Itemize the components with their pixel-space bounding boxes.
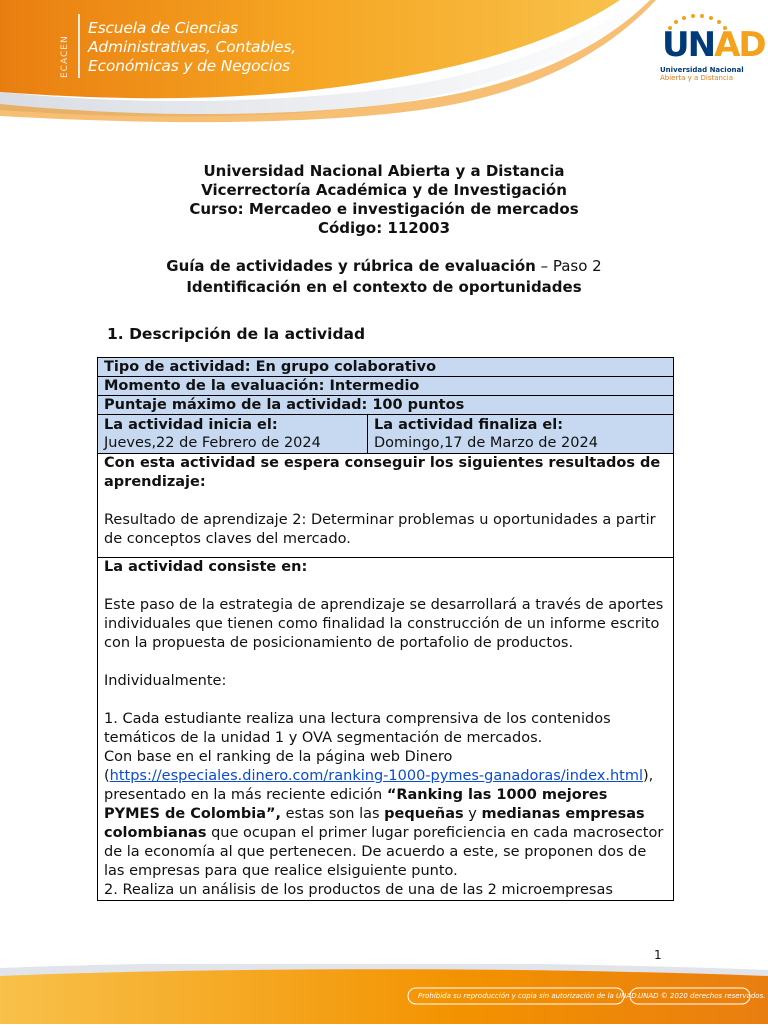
dinero-ranking-link[interactable]: https://especiales.dinero.com/ranking-1000-pymes-ganadoras/index.html	[109, 768, 643, 784]
header-divider	[78, 14, 80, 78]
logo-wordmark: UNAD	[662, 25, 765, 65]
step1-source: Con base en el ranking de la página web Dinero (https://especiales.dinero.com/ranking-1000-pymes-ganadoras/index.html), presentado en la más reciente edición “Ranking las 1000 mejores PYMES de Colombia”, estas son las pequeñas y medianas empresas colombianas que ocupan el primer lugar poreficiencia en cada macrosector de la economía al que pertenecen. De acuerdo a este, se proponen dos de las empresas para que realice elsiguiente punto.	[104, 749, 664, 879]
row-momento: Momento de la evaluación: Intermedio	[98, 377, 673, 396]
row-puntaje: Puntaje máximo de la actividad: 100 puntos	[98, 396, 673, 415]
individual-label: Individualmente:	[104, 673, 227, 689]
start-date-cell: La actividad inicia el: Jueves,22 de Febrero de 2024	[98, 415, 368, 453]
step1-text: 1. Cada estudiante realiza una lectura comprensiva de los contenidos temáticos de la unidad 1 y OVA segmentación de mercados.	[104, 711, 611, 746]
header-banner	[0, 0, 768, 130]
unad-logo	[660, 14, 765, 84]
consiste-paragraph: Este paso de la estrategia de aprendizaje se desarrollará a través de aportes individuales que tienen como finalidad la construcción de un informe escrito con la propuesta de posicionamiento de portafolio de productos.	[104, 597, 664, 651]
school-name-line3: Económicas y de Negocios	[88, 57, 290, 75]
row-consiste	[98, 558, 673, 901]
end-date-cell: La actividad finaliza el: Domingo,17 de Marzo de 2024	[374, 417, 598, 451]
logo-subtitle: Universidad Nacional Abierta y a Distancia	[660, 66, 744, 82]
step2-text: 2. Realiza un análisis de los productos de una de las 2 microempresas	[104, 882, 613, 898]
row-dates	[98, 415, 673, 454]
school-name-line1: Escuela de Ciencias	[88, 19, 238, 37]
page-number: 1	[654, 948, 662, 962]
row-tipo: Tipo de actividad: En grupo colaborativo	[98, 358, 673, 377]
consiste-heading: La actividad consiste en:	[104, 559, 308, 575]
activity-table	[97, 357, 674, 901]
school-name-line2: Administrativas, Contables,	[88, 38, 296, 56]
document-title: Universidad Nacional Abierta y a Distancia Vicerrectoría Académica y de Investigación Curso: Mercadeo e investigación de mercados Código: 112003	[189, 162, 579, 237]
row-resultados: Con esta actividad se espera conseguir los siguientes resultados de aprendizaje: Resultado de aprendizaje 2: Determinar problemas u oportunidades a partir de conceptos claves del mercado.	[98, 454, 673, 558]
section-heading: 1. Descripción de la actividad	[107, 325, 366, 343]
guide-title: Guía de actividades y rúbrica de evaluación – Paso 2 Identificación en el contexto de oportunidades	[166, 257, 602, 296]
ecacen-tag: ECACEN	[60, 35, 70, 78]
footer-rights: UNAD © 2020 derechos reservados.	[638, 992, 766, 1000]
footer-copy-notice: Prohibida su reproducción y copia sin autorización de la UNAD.	[418, 992, 639, 1000]
